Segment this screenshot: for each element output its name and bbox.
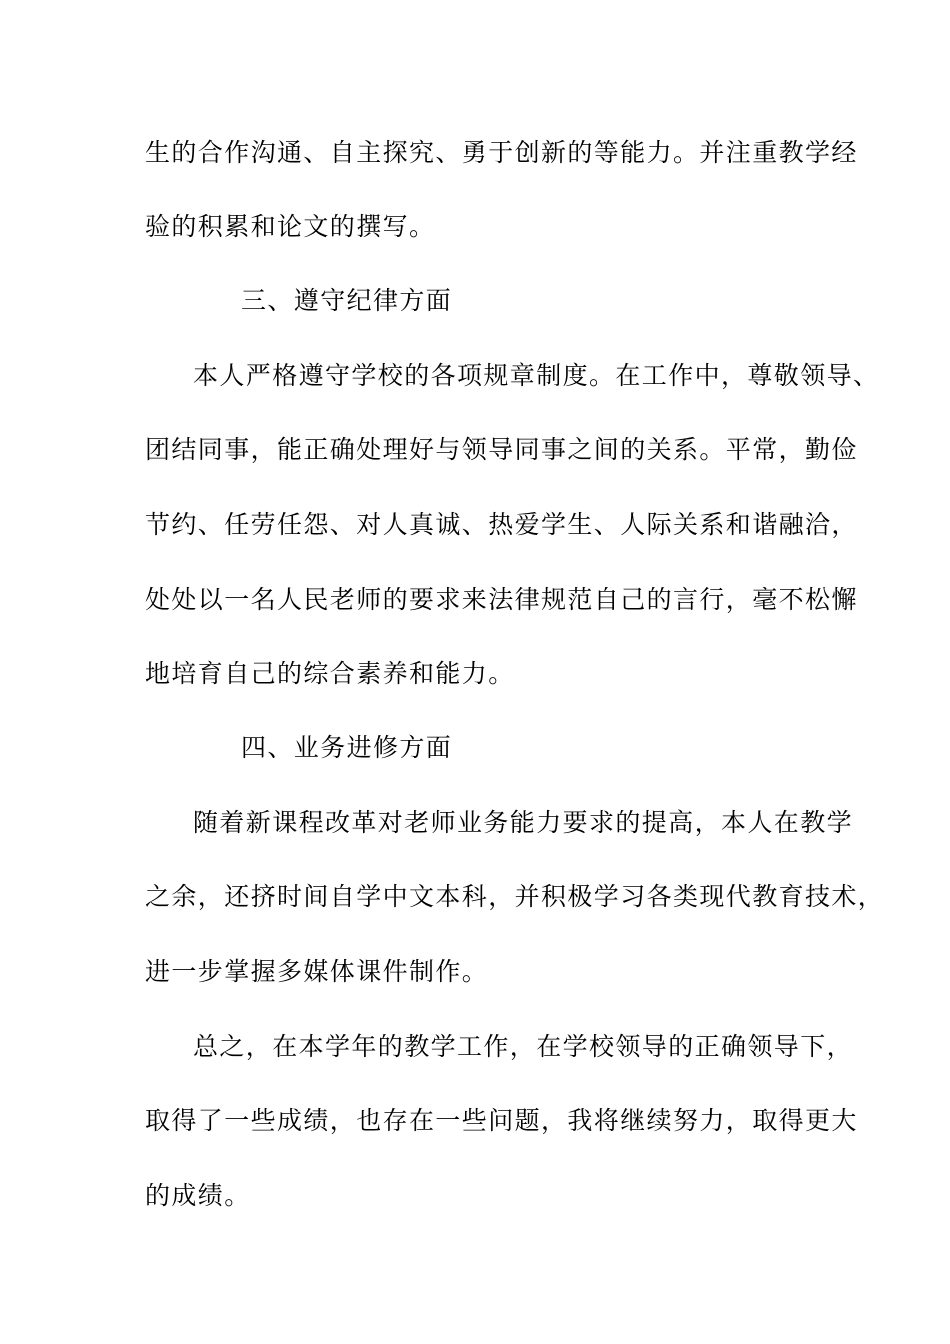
paragraph-line: 取得了一些成绩，也存在一些问题，我将继续努力，取得更大 [145, 1106, 858, 1135]
paragraph-line: 进一步掌握多媒体课件制作。 [145, 957, 489, 986]
paragraph-line: 处处以一名人民老师的要求来法律规范自己的言行，毫不松懈 [145, 585, 858, 614]
paragraph-line: 总之，在本学年的教学工作，在学校领导的正确领导下， [193, 1032, 854, 1061]
section-heading: 四、业务进修方面 [241, 733, 453, 762]
section-heading: 三、遵守纪律方面 [241, 286, 453, 315]
paragraph-line: 本人严格遵守学校的各项规章制度。在工作中，尊敬领导、 [193, 361, 880, 390]
paragraph-line: 团结同事，能正确处理好与领导同事之间的关系。平常，勤俭 [145, 435, 858, 464]
paragraph-line: 节约、任劳任怨、对人真诚、热爱学生、人际关系和谐融洽， [145, 510, 858, 539]
paragraph-line: 的成绩。 [145, 1181, 251, 1210]
paragraph-line: 验的积累和论文的撰写。 [145, 212, 436, 241]
paragraph-line: 随着新课程改革对老师业务能力要求的提高，本人在教学 [193, 808, 854, 837]
paragraph-line: 地培育自己的综合素养和能力。 [145, 659, 515, 688]
paragraph-line: 之余，还挤时间自学中文本科，并积极学习各类现代教育技术， [145, 882, 885, 911]
paragraph-line: 生的合作沟通、自主探究、勇于创新的等能力。并注重教学经 [145, 138, 858, 167]
